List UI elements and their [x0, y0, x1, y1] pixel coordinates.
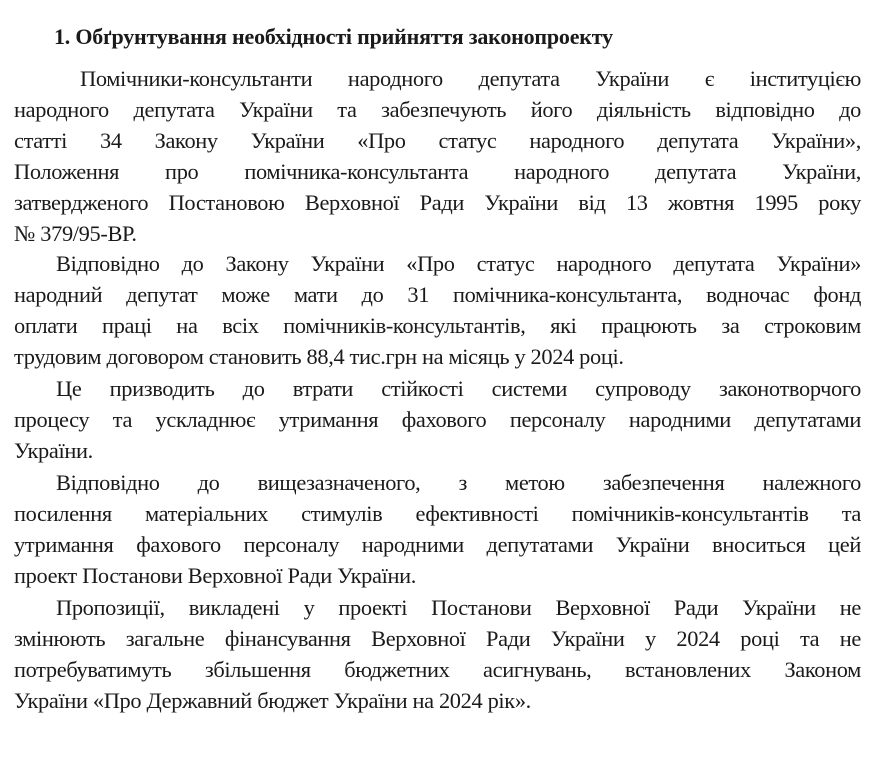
- text-line: Це призводить до втрати стійкості системи супроводу законотворчого: [56, 376, 861, 401]
- text-line: потребуватимуть збільшення бюджетних асигнувань, встановлених Законом: [14, 657, 861, 682]
- text-line: оплати праці на всіх помічників-консультантів, які працюють за строковим: [14, 313, 861, 338]
- text-line: народний депутат може мати до 31 помічника-консультанта, водночас фонд: [14, 282, 861, 307]
- text-line: затвердженого Постановою Верховної Ради України від 13 жовтня 1995 року: [14, 190, 861, 215]
- text-line: змінюють загальне фінансування Верховної Ради України у 2024 році та не: [14, 626, 861, 651]
- text-line: проект Постанови Верховної Ради України.: [14, 563, 416, 588]
- text-line: Помічники-консультанти народного депутата України є інституцією: [80, 66, 861, 91]
- section-heading: 1. Обґрунтування необхідності прийняття законопроекту: [54, 24, 613, 49]
- text-line: народного депутата України та забезпечують його діяльність відповідно до: [14, 97, 861, 122]
- text-line: України.: [14, 438, 93, 463]
- text-line: № 379/95-ВР.: [14, 221, 137, 246]
- text-line: утримання фахового персоналу народними депутатами України вноситься цей: [14, 532, 861, 557]
- paragraph-assistants-status: [14, 63, 861, 249]
- paragraph-purpose: [14, 467, 861, 591]
- text-line: Пропозиції, викладені у проекті Постанови Верховної Ради України не: [56, 595, 861, 620]
- paragraph-budget-impact: [14, 592, 861, 716]
- text-line: посилення матеріальних стимулів ефективності помічників-консультантів та: [14, 501, 861, 526]
- paragraph-consequences: [14, 373, 861, 466]
- text-line: Відповідно до вищезазначеного, з метою забезпечення належного: [56, 470, 861, 495]
- text-line: процесу та ускладнює утримання фахового персоналу народними депутатами: [14, 407, 861, 432]
- paragraph-payroll-fund: [14, 248, 861, 372]
- text-line: України «Про Державний бюджет України на 2024 рік».: [14, 688, 531, 713]
- text-line: статті 34 Закону України «Про статус народного депутата України»,: [14, 128, 861, 153]
- text-line: трудовим договором становить 88,4 тис.грн на місяць у 2024 році.: [14, 344, 624, 369]
- text-line: Відповідно до Закону України «Про статус народного депутата України»: [56, 251, 861, 276]
- text-line: Положення про помічника-консультанта народного депутата України,: [14, 159, 861, 184]
